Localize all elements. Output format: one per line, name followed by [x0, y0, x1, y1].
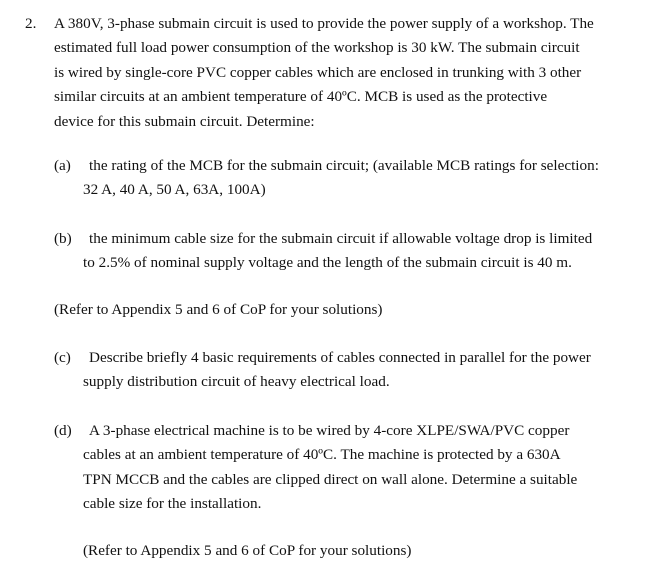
part-a-line: the rating of the MCB for the submain circuit; (available MCB ratings for selection: — [89, 157, 599, 174]
part-c-line: Describe briefly 4 basic requirements of cables connected in parallel for the power — [89, 349, 591, 366]
part-c-label: (c) — [54, 349, 71, 366]
part-d-line: cables at an ambient temperature of 40ºC. The machine is protected by a 630A — [83, 446, 561, 464]
refer-note-1: (Refer to Appendix 5 and 6 of CoP for your solutions) — [54, 301, 383, 318]
intro-line: is wired by single-core PVC copper cables which are enclosed in trunking with 3 other — [54, 63, 582, 81]
part-b-text — [83, 227, 653, 276]
question-number: 2. — [25, 15, 37, 32]
part-b-line: the minimum cable size for the submain circuit if allowable voltage drop is limited — [89, 230, 593, 247]
part-d-line: TPN MCCB and the cables are clipped direct on wall alone. Determine a suitable — [83, 470, 578, 488]
part-d-line: A 3-phase electrical machine is to be wired by 4-core XLPE/SWA/PVC copper — [89, 422, 570, 439]
part-c-text — [83, 346, 653, 395]
part-b-line: to 2.5% of nominal supply voltage and the length of the submain circuit is 40 m. — [83, 254, 572, 272]
part-c-line: supply distribution circuit of heavy electrical load. — [83, 373, 390, 391]
part-a-line: 32 A, 40 A, 50 A, 63A, 100A) — [83, 181, 266, 199]
intro-line: similar circuits at an ambient temperature of 40ºC. MCB is used as the protective — [54, 88, 548, 106]
refer-note-2: (Refer to Appendix 5 and 6 of CoP for your solutions) — [83, 542, 412, 559]
intro-line: device for this submain circuit. Determine: — [54, 112, 315, 130]
part-d-text — [83, 419, 653, 517]
question-intro — [54, 12, 654, 134]
intro-line: A 380V, 3-phase submain circuit is used to provide the power supply of a workshop. The — [54, 15, 594, 32]
intro-line: estimated full load power consumption of the workshop is 30 kW. The submain circuit — [54, 39, 580, 57]
part-d-line: cable size for the installation. — [83, 495, 262, 513]
part-b-label: (b) — [54, 230, 72, 247]
part-a-text — [83, 154, 653, 203]
part-a-label: (a) — [54, 157, 71, 174]
part-d-label: (d) — [54, 422, 72, 439]
